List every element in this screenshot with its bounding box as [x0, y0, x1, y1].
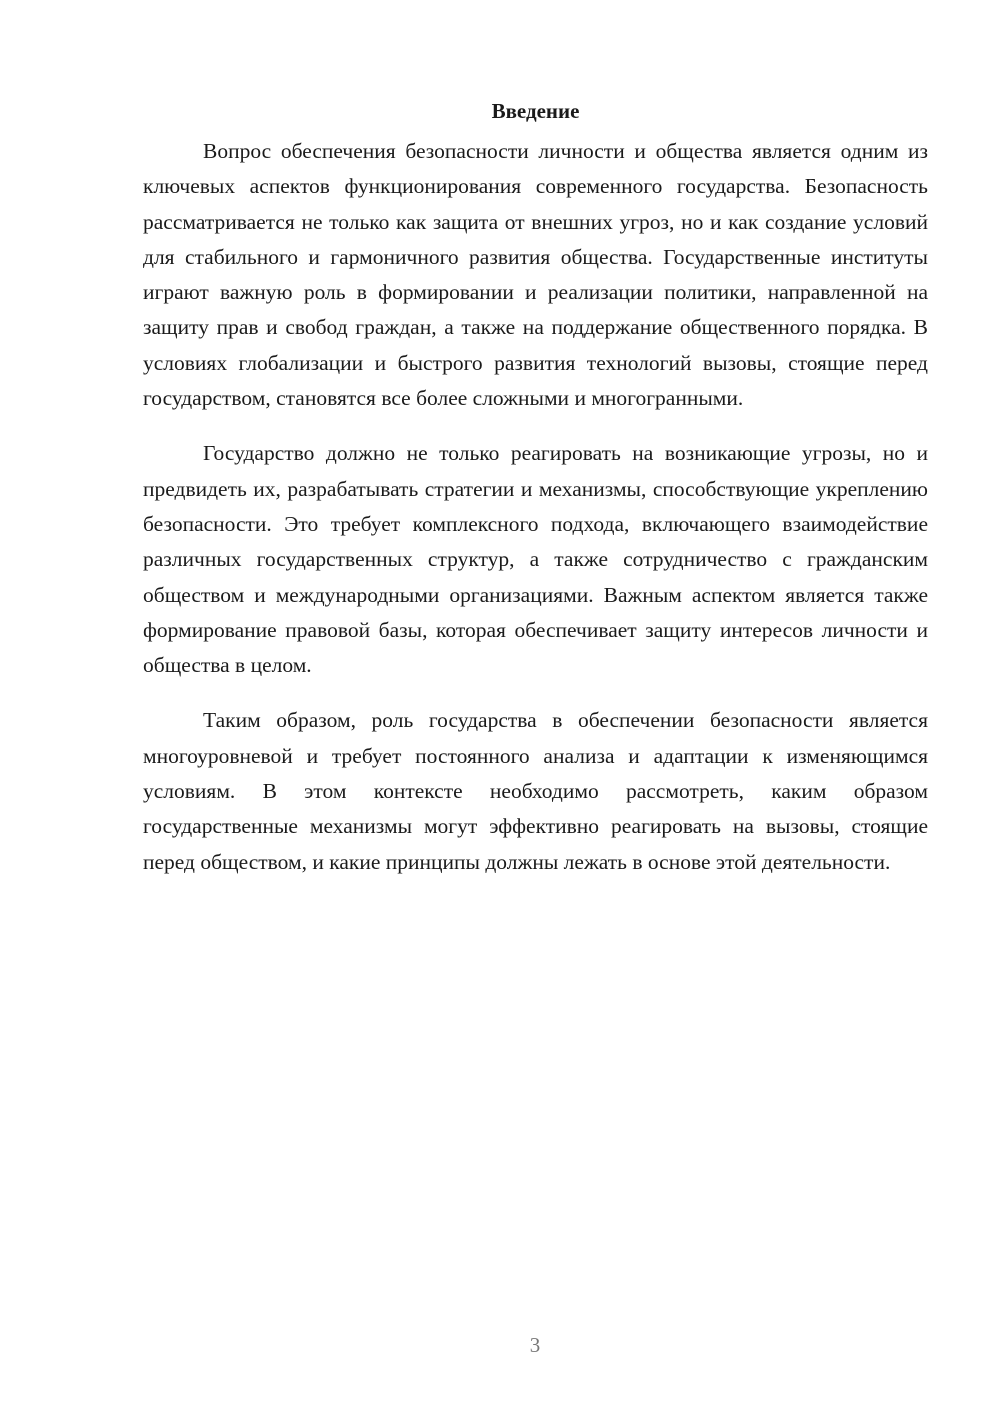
paragraph-2: Государство должно не только реагировать на возникающие угрозы, но и предвидеть их, разрабатывать стратегии и механизмы, способствующие укреплению безопасности. Это требует комплексного подхода, включающего взаимодействие различных государственных структур, а также сотрудничество с гражданским обществом и международными организациями. Важным аспектом является также формирование правовой базы, которая обеспечивает защиту интересов личности и общества в целом. [143, 441, 928, 678]
paragraph-3: Таким образом, роль государства в обеспечении безопасности является многоуровневой и требует постоянного анализа и адаптации к изменяющимся условиям. В этом контексте необходимо рассмотреть, каким образом государственные механизмы могут эффективно реагировать на вызовы, стоящие перед обществом, и какие принципы должны лежать в основе этой деятельности. [143, 708, 928, 874]
page-number: 3 [529, 1333, 541, 1357]
paragraph-1: Вопрос обеспечения безопасности личности и общества является одним из ключевых аспектов функционирования современного государства. Безопасность рассматривается не только как защита от внешних угроз, но и как создание условий для стабильного и гармоничного развития общества. Государственные институты играют важную роль в формировании и реализации политики, направленной на защиту прав и свобод граждан, а также на поддержание общественного порядка. В условиях глобализации и быстрого развития технологий вызовы, стоящие перед государством, становятся все более сложными и многогранными. [143, 139, 928, 411]
page-content [143, 96, 928, 900]
section-title: Введение [491, 99, 580, 123]
